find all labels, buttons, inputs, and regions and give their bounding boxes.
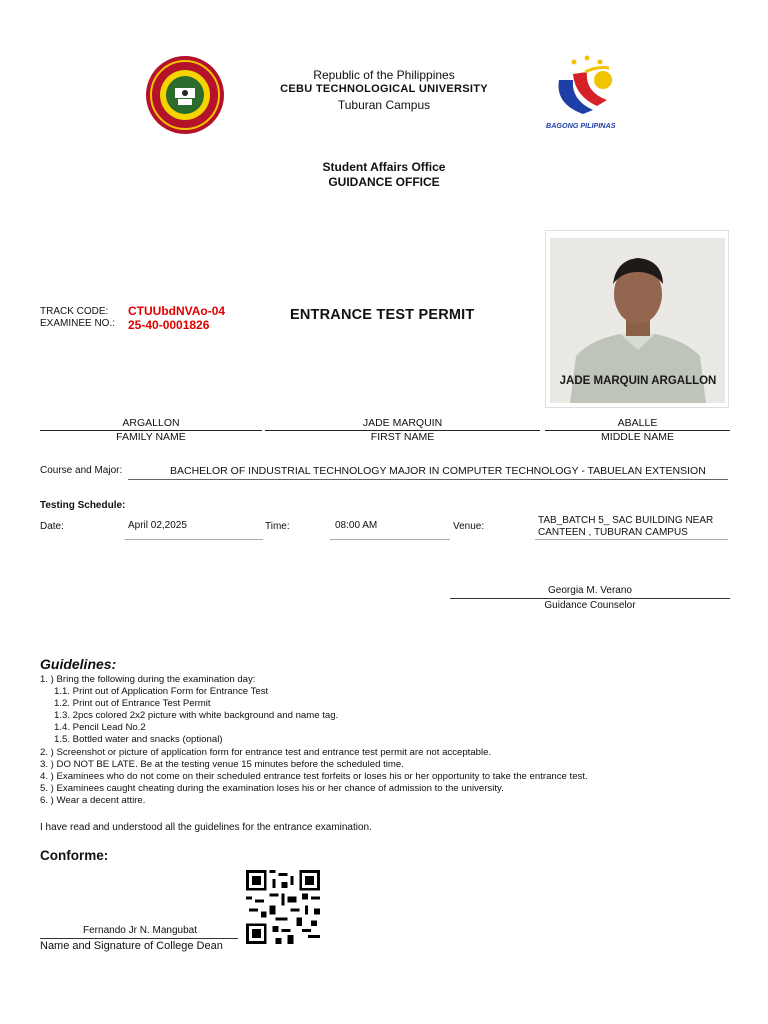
photo-name-tag: JADE MARQUIN ARGALLON (559, 375, 717, 387)
dean-signature-line (40, 938, 238, 939)
first-name-value: JADE MARQUIN (362, 417, 443, 429)
counselor-name: Georgia M. Verano (548, 585, 632, 596)
bagong-pilipinas-logo (545, 52, 635, 134)
guideline-subitem: 1.5. Bottled water and snacks (optional) (54, 734, 223, 746)
dean-name: Fernando Jr N. Mangubat (83, 925, 197, 936)
family-name-label: FAMILY NAME (116, 431, 186, 443)
qr-code (246, 870, 320, 944)
guideline-item: 5. ) Examinees caught cheating during the examination loses his or her chance of admission to the university. (40, 782, 504, 794)
guideline-item: 4. ) Examinees who do not come on their scheduled entrance test forfeits or loses his or her opportunity to take the entrance test. (40, 770, 588, 782)
header-republic: Republic of the Philippines (313, 68, 455, 82)
track-code-label: TRACK CODE: (40, 306, 109, 317)
venue-line (535, 539, 728, 540)
guideline-item: 2. ) Screenshot or picture of application form for entrance test and entrance test permit are not acceptable. (40, 746, 492, 758)
guideline-item: 1. ) Bring the following during the examination day: (40, 674, 256, 685)
venue-value-line1: TAB_BATCH 5_ SAC BUILDING NEAR (538, 515, 714, 526)
conforme-title: Conforme: (40, 848, 109, 863)
guideline-item: 6. ) Wear a decent attire. (40, 794, 146, 806)
course-value: BACHELOR OF INDUSTRIAL TECHNOLOGY MAJOR IN COMPUTER TECHNOLOGY - TABUELAN EXTENSION (170, 465, 706, 477)
examinee-no-value: 25-40-0001826 (128, 318, 210, 332)
guideline-subitem: 1.4. Pencil Lead No.2 (54, 722, 146, 734)
date-line (125, 539, 263, 540)
guideline-item: 3. ) DO NOT BE LATE. Be at the testing venue 15 minutes before the scheduled time. (40, 758, 404, 770)
university-seal-logo (145, 55, 225, 135)
venue-label: Venue: (453, 521, 485, 532)
date-label: Date: (40, 521, 64, 532)
middle-name-value: ABALLE (617, 417, 658, 429)
middle-name-label: MIDDLE NAME (601, 431, 674, 443)
guidelines-title: Guidelines: (40, 656, 117, 672)
guideline-subitem: 1.2. Print out of Entrance Test Permit (54, 698, 211, 710)
time-label: Time: (265, 521, 290, 532)
header-campus: Tuburan Campus (337, 98, 431, 112)
office-guidance: GUIDANCE OFFICE (328, 175, 440, 189)
first-name-label: FIRST NAME (370, 431, 435, 443)
guidelines-list (40, 674, 588, 807)
bagong-pilipinas-text: BAGONG PILIPINAS (546, 121, 616, 130)
time-line (330, 539, 450, 540)
acknowledgement-text: I have read and understood all the guidelines for the entrance examination. (40, 822, 372, 833)
course-label: Course and Major: (40, 465, 123, 476)
guideline-subitem: 1.3. 2pcs colored 2x2 picture with white background and name tag. (54, 710, 339, 722)
track-code-value: CTUUbdNVAo-04 (128, 304, 226, 318)
office-student-affairs: Student Affairs Office (322, 160, 446, 174)
guideline-subitem: 1.1. Print out of Application Form for Entrance Test (54, 686, 269, 698)
family-name-value: ARGALLON (122, 417, 180, 429)
time-value: 08:00 AM (335, 520, 378, 531)
header-university: CEBU TECHNOLOGICAL UNIVERSITY (280, 83, 488, 95)
permit-title: ENTRANCE TEST PERMIT (290, 307, 475, 323)
course-line (128, 479, 728, 480)
venue-value-line2: CANTEEN , TUBURAN CAMPUS (538, 527, 688, 538)
testing-schedule-heading: Testing Schedule: (40, 500, 126, 511)
examinee-no-label: EXAMINEE NO.: (40, 318, 116, 329)
counselor-signature-line (450, 598, 730, 599)
dean-label: Name and Signature of College Dean (40, 940, 223, 952)
date-value: April 02,2025 (128, 520, 187, 531)
counselor-title: Guidance Counselor (544, 600, 636, 611)
